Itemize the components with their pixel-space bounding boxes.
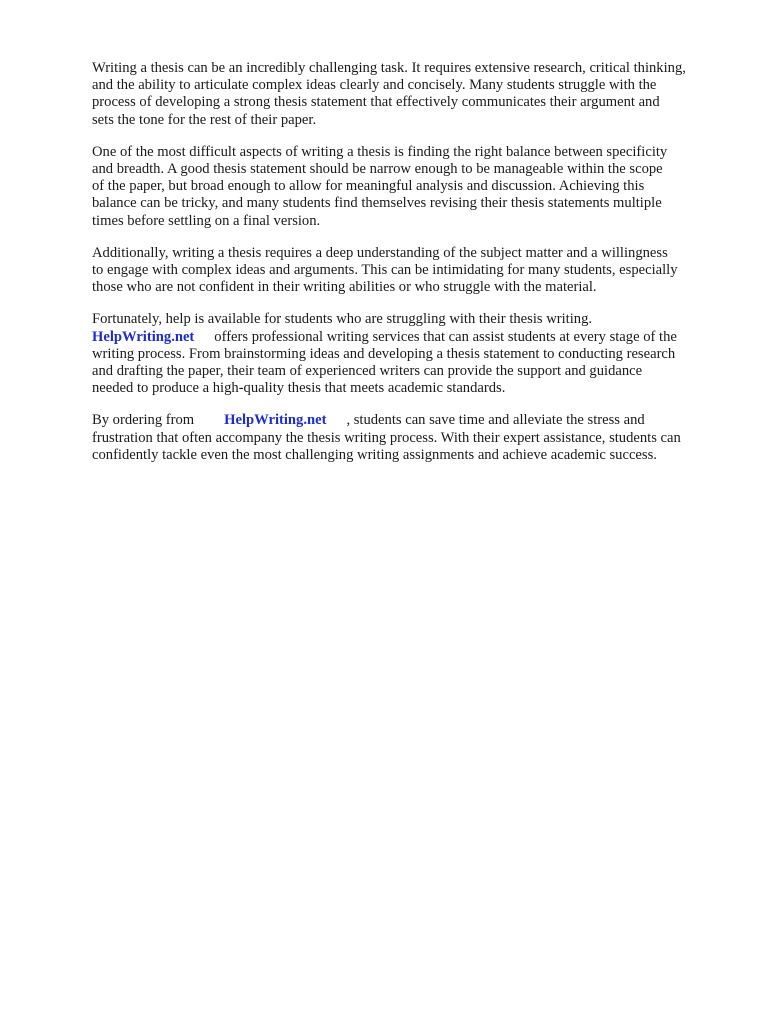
text-line [92,412,732,429]
text-segment: offers professional writing services that can assist students at every stage of the [214,328,677,345]
paragraph-3 [92,245,732,297]
paragraph-2 [92,144,732,230]
document-body [92,60,732,479]
text-line: needed to produce a high-quality thesis that meets academic standards. [92,380,506,397]
paragraph-1 [92,60,732,129]
paragraph-5 [92,412,732,464]
text-line: and breadth. A good thesis statement should be narrow enough to be manageable within the scope [92,161,663,178]
text-line: Fortunately, help is available for students who are struggling with their thesis writing. [92,311,593,328]
text-line: balance can be tricky, and many students find themselves revising their thesis statements multiple [92,195,662,212]
text-line: writing process. From brainstorming ideas and developing a thesis statement to conducting research [92,345,676,362]
text-line: of the paper, but broad enough to allow for meaningful analysis and discussion. Achieving this [92,178,645,195]
helpwriting-link[interactable]: HelpWriting.net [92,328,195,345]
text-line: process of developing a strong thesis statement that effectively communicates their argument and [92,94,660,111]
text-line: frustration that often accompany the thesis writing process. With their expert assistance, students can [92,429,681,446]
text-line: sets the tone for the rest of their paper. [92,111,317,128]
text-segment: By ordering from [92,412,195,429]
text-line: to engage with complex ideas and arguments. This can be intimidating for many students, especially [92,262,678,279]
helpwriting-link[interactable]: HelpWriting.net [224,412,327,429]
text-line: One of the most difficult aspects of writing a thesis is finding the right balance between specificity [92,143,668,160]
text-line: Writing a thesis can be an incredibly challenging task. It requires extensive research, critical thinking, [92,60,686,76]
text-line: times before settling on a final version. [92,212,321,229]
paragraph-4 [92,311,732,397]
text-line: and drafting the paper, their team of experienced writers can provide the support and guidance [92,363,643,380]
text-line: confidently tackle even the most challenging writing assignments and achieve academic success. [92,446,657,463]
text-line: and the ability to articulate complex ideas clearly and concisely. Many students struggle with the [92,77,657,94]
text-line [92,329,732,346]
text-segment: , students can save time and alleviate the stress and [346,412,645,429]
text-line: those who are not confident in their writing abilities or who struggle with the material. [92,279,597,296]
text-line: Additionally, writing a thesis requires a deep understanding of the subject matter and a willingness [92,244,668,261]
